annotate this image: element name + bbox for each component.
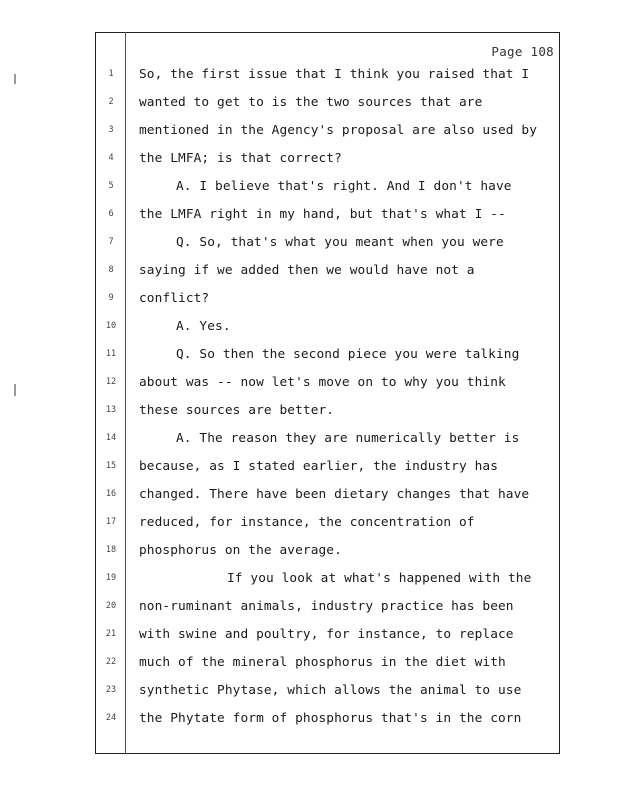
line-text: reduced, for instance, the concentration of: [139, 514, 475, 530]
line-text: So, the first issue that I think you raised that I: [139, 66, 530, 82]
line-text: the LMFA right in my hand, but that's what I --: [139, 206, 506, 222]
line-text: Q. So then the second piece you were talking: [176, 346, 520, 362]
line-number: 24: [105, 713, 117, 723]
left-margin-mark: [14, 384, 16, 396]
transcript-line: [100, 484, 555, 504]
line-number: 17: [105, 517, 117, 527]
transcript-line: [100, 344, 555, 364]
transcript-line: [100, 652, 555, 672]
page-frame: [95, 32, 560, 754]
line-number: 13: [105, 405, 117, 415]
line-text: much of the mineral phosphorus in the diet with: [139, 654, 506, 670]
transcript-line: [100, 92, 555, 112]
transcript-line: [100, 680, 555, 700]
transcript-line: [100, 288, 555, 308]
line-number: 10: [105, 321, 117, 331]
line-number-rule: [125, 32, 126, 754]
line-number: 19: [105, 573, 117, 583]
line-text: mentioned in the Agency's proposal are also used by: [139, 122, 538, 138]
line-number: 6: [108, 209, 114, 219]
line-text: A. I believe that's right. And I don't have: [176, 178, 512, 194]
transcript-line: [100, 540, 555, 560]
line-text: If you look at what's happened with the: [227, 570, 532, 586]
transcript-line: [100, 204, 555, 224]
line-number: 23: [105, 685, 117, 695]
line-number: 12: [105, 377, 117, 387]
transcript-line: [100, 456, 555, 476]
line-number: 20: [105, 601, 117, 611]
line-text: because, as I stated earlier, the industry has: [139, 458, 499, 474]
line-number: 14: [105, 433, 117, 443]
transcript-line: [100, 316, 555, 336]
line-number: 21: [105, 629, 117, 639]
transcript-line: [100, 568, 555, 588]
transcript-line: [100, 64, 555, 84]
line-number: 4: [108, 153, 114, 163]
line-text: about was -- now let's move on to why you think: [139, 374, 506, 390]
line-text: A. The reason they are numerically better is: [176, 430, 520, 446]
transcript-line: [100, 428, 555, 448]
line-text: saying if we added then we would have not a: [139, 262, 475, 278]
transcript-line: [100, 708, 555, 728]
line-text: A. Yes.: [176, 318, 231, 334]
line-text: the LMFA; is that correct?: [139, 150, 342, 166]
line-number: 18: [105, 545, 117, 555]
line-number: 9: [108, 293, 114, 303]
line-number: 16: [105, 489, 117, 499]
line-text: the Phytate form of phosphorus that's in the corn: [139, 710, 522, 726]
transcript-line: [100, 120, 555, 140]
line-number: 3: [108, 125, 114, 135]
line-text: synthetic Phytase, which allows the animal to use: [139, 682, 522, 698]
transcript-line: [100, 596, 555, 616]
line-number: 5: [108, 181, 114, 191]
line-number: 1: [108, 69, 114, 79]
transcript-line: [100, 176, 555, 196]
line-text: conflict?: [139, 290, 210, 306]
line-number: 15: [105, 461, 117, 471]
line-text: changed. There have been dietary changes that have: [139, 486, 530, 502]
transcript-line: [100, 260, 555, 280]
line-text: Q. So, that's what you meant when you were: [176, 234, 504, 250]
line-number: 22: [105, 657, 117, 667]
transcript-line: [100, 400, 555, 420]
transcript-line: [100, 148, 555, 168]
line-text: phosphorus on the average.: [139, 542, 342, 558]
line-text: wanted to get to is the two sources that are: [139, 94, 483, 110]
transcript-line: [100, 624, 555, 644]
page-number: Page 108: [491, 44, 554, 59]
transcript-line: [100, 512, 555, 532]
left-margin-mark: [14, 74, 16, 84]
line-number: 8: [108, 265, 114, 275]
line-text: non-ruminant animals, industry practice has been: [139, 598, 514, 614]
transcript-line: [100, 232, 555, 252]
transcript-line: [100, 372, 555, 392]
line-text: these sources are better.: [139, 402, 335, 418]
line-text: with swine and poultry, for instance, to replace: [139, 626, 514, 642]
line-number: 2: [108, 97, 114, 107]
line-number: 7: [108, 237, 114, 247]
line-number: 11: [105, 349, 117, 359]
